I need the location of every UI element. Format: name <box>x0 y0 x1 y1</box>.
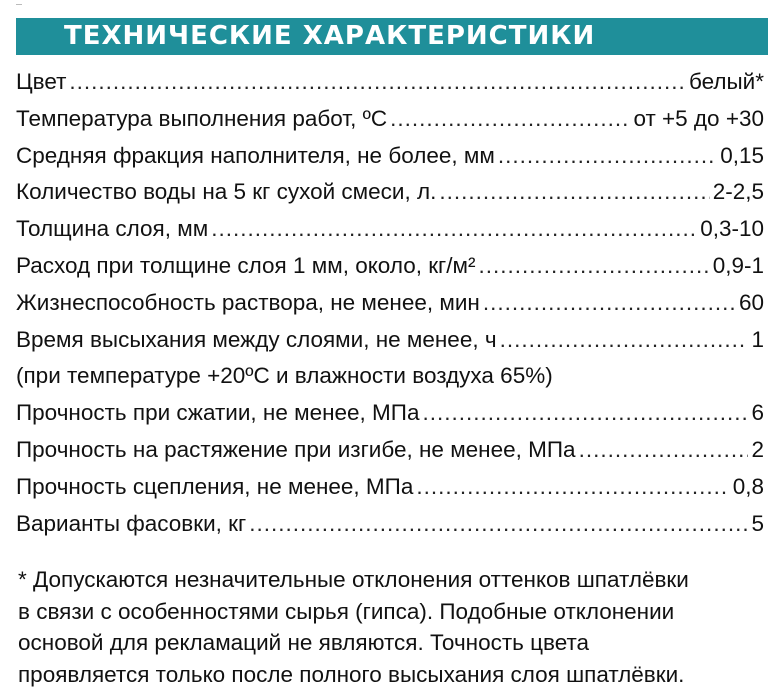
spec-value: 0,8 <box>732 473 764 499</box>
spec-label: Прочность на растяжение при изгибе, не менее, МПа <box>16 436 576 462</box>
dot-leader <box>416 469 729 505</box>
footnote-line: проявляется только после полного высыхания слоя шпатлёвки. <box>18 661 685 687</box>
dot-leader <box>500 322 749 358</box>
spec-label: Расход при толщине слоя 1 мм, около, кг/м² <box>16 252 476 278</box>
spec-row-thickness <box>16 211 764 248</box>
spec-row-packaging <box>16 506 764 543</box>
footnote-line: в связи с особенностями сырья (гипса). Подобные отклонении <box>18 598 675 624</box>
dot-leader <box>422 395 748 431</box>
spec-value: 0,9-1 <box>712 252 764 278</box>
spec-label: Прочность сцепления, не менее, МПа <box>16 473 414 499</box>
spec-value: 0,3-10 <box>700 216 764 242</box>
spec-label: Варианты фасовки, кг <box>16 510 247 536</box>
spec-value: 2-2,5 <box>712 179 764 205</box>
spec-label: Толщина слоя, мм <box>16 216 209 242</box>
spec-row-consumption <box>16 248 764 285</box>
dot-leader <box>478 248 709 284</box>
spec-label: Цвет <box>16 69 67 94</box>
spec-label: Средняя фракция наполнителя, не более, мм <box>16 142 495 168</box>
spec-value: 60 <box>738 289 764 315</box>
drying-conditions-note: (при температуре +20ºС и влажности воздуха 65%) <box>16 363 553 389</box>
spec-value: 6 <box>751 400 764 426</box>
spec-value: белый* <box>688 69 764 94</box>
footnote-line: основой для рекламаций не являются. Точность цвета <box>18 630 590 655</box>
dot-leader <box>249 506 748 542</box>
top-edge-mark <box>16 0 22 5</box>
dot-leader <box>579 432 749 468</box>
spec-list <box>16 64 764 542</box>
section-title: ТЕХНИЧЕСКИЕ ХАРАКТЕРИСТИКИ <box>64 21 596 51</box>
dot-leader <box>498 138 717 174</box>
spec-row-flexural-strength <box>16 432 764 469</box>
spec-label: Температура выполнения работ, ºС <box>16 105 388 131</box>
spec-value: 2 <box>751 436 764 462</box>
spec-label: Прочность при сжатии, не менее, МПа <box>16 400 420 426</box>
dot-leader <box>69 64 686 100</box>
spec-row-temperature <box>16 101 764 138</box>
spec-label: Количество воды на 5 кг сухой смеси, л. <box>16 179 437 205</box>
spec-row-color <box>16 64 764 101</box>
spec-value: от +5 до +30 <box>633 105 764 131</box>
spec-label: Жизнеспособность раствора, не менее, мин <box>16 289 480 315</box>
spec-row-pot-life <box>16 285 764 322</box>
spec-row-drying-time <box>16 322 764 359</box>
spec-value: 5 <box>751 510 764 536</box>
spec-row-compressive-strength <box>16 395 764 432</box>
spec-row-fraction <box>16 138 764 175</box>
spec-value: 1 <box>751 326 764 352</box>
spec-label: Время высыхания между слоями, не менее, ч <box>16 326 497 352</box>
spec-row-water <box>16 174 764 211</box>
spec-value: 0,15 <box>720 142 764 168</box>
footnote <box>18 564 768 690</box>
spec-row-adhesion-strength <box>16 469 764 506</box>
footnote-line: * Допускаются незначительные отклонения оттенков шпатлёвки <box>18 567 689 592</box>
dot-leader <box>390 101 630 137</box>
dot-leader <box>211 211 697 247</box>
dot-leader <box>439 174 709 210</box>
dot-leader <box>483 285 736 321</box>
section-header <box>16 18 768 55</box>
